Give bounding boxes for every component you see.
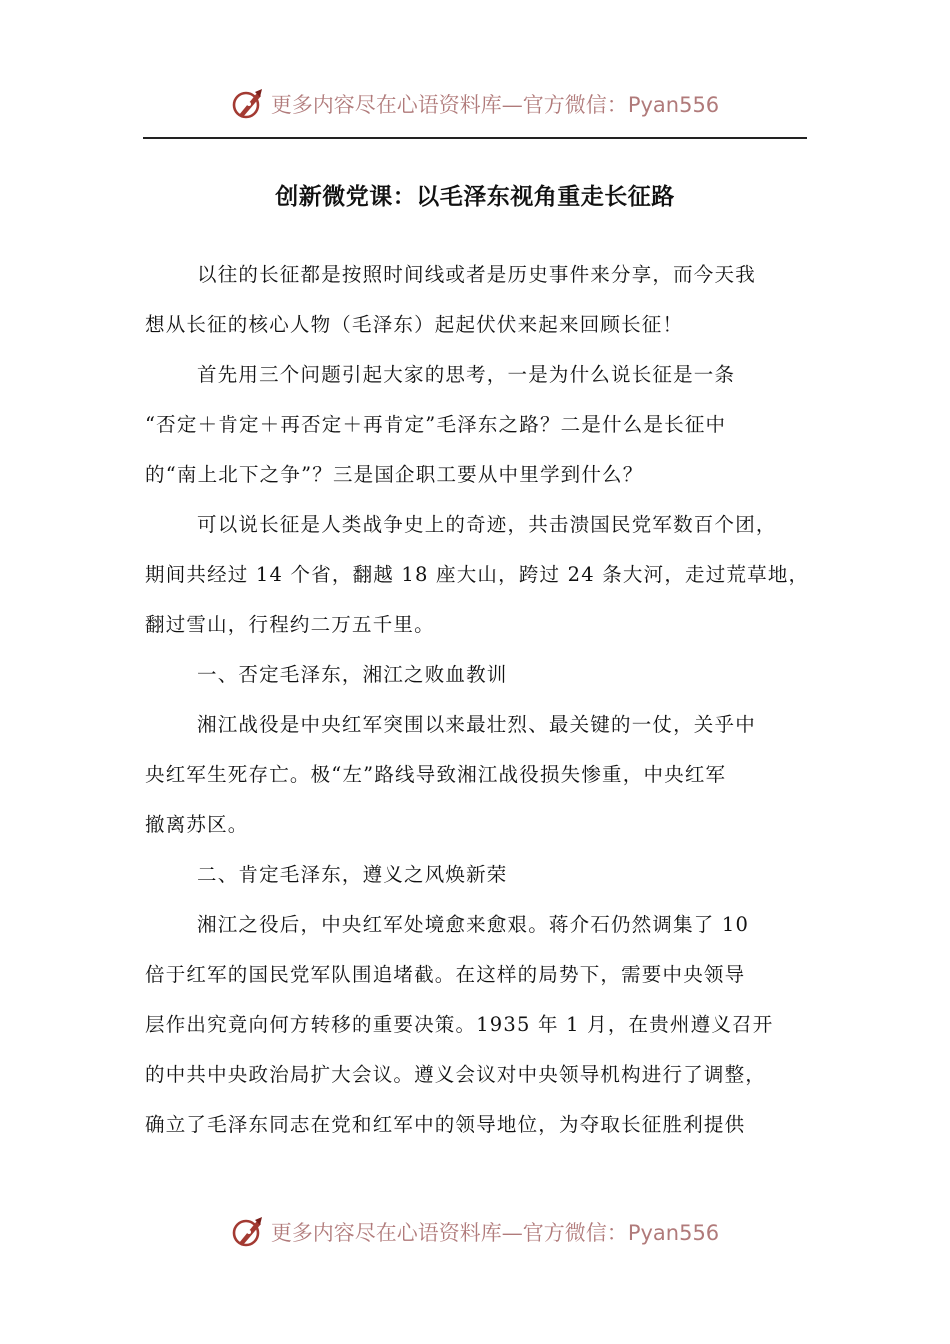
text-line: 期间共经过 14 个省，翻越 18 座大山，跨过 24 条大河，走过荒草地， — [145, 563, 810, 586]
text-line: 撤离苏区。 — [145, 813, 249, 836]
text-line: 倍于红军的国民党军队围追堵截。在这样的局势下，需要中央领导 — [145, 963, 746, 986]
page-footer-watermark — [0, 1212, 950, 1252]
text-line: 湘江之役后，中央红军处境愈来愈艰。蒋介石仍然调集了 10 — [197, 913, 750, 936]
text-line: 湘江战役是中央红军突围以来最壮烈、最关键的一仗，关乎中 — [197, 713, 756, 736]
text-line: 翻过雪山，行程约二万五千里。 — [145, 613, 435, 636]
section-heading: 一、否定毛泽东，湘江之败血教训 — [197, 663, 508, 686]
text-line: 层作出究竟向何方转移的重要决策。1935 年 1 月，在贵州遵义召开 — [145, 1013, 774, 1036]
text-line: “否定＋肯定＋再否定＋再肯定”毛泽东之路？二是什么是长征中 — [145, 413, 727, 436]
text-line: 可以说长征是人类战争史上的奇迹，共击溃国民党军数百个团， — [197, 513, 777, 536]
section-heading: 二、肯定毛泽东，遵义之风焕新荣 — [197, 863, 508, 886]
text-line: 的“南上北下之争”？三是国企职工要从中里学到什么？ — [145, 463, 644, 486]
text-line: 首先用三个问题引起大家的思考，一是为什么说长征是一条 — [197, 363, 736, 386]
text-line: 想从长征的核心人物（毛泽东）起起伏伏来起来回顾长征！ — [145, 313, 684, 336]
watermark-text: 更多内容尽在心语资料库—官方微信：Pyan556 — [270, 93, 720, 117]
pen-logo-icon — [231, 87, 265, 121]
document-title: 创新微党课：以毛泽东视角重走长征路 — [275, 183, 675, 210]
text-line: 的中共中央政治局扩大会议。遵义会议对中央领导机构进行了调整， — [145, 1063, 767, 1086]
text-line: 央红军生死存亡。极“左”路线导致湘江战役损失惨重，中央红军 — [145, 763, 727, 786]
header-divider — [143, 137, 807, 139]
watermark-text: 更多内容尽在心语资料库—官方微信：Pyan556 — [270, 1221, 720, 1245]
page-header-watermark — [0, 84, 950, 124]
text-line: 确立了毛泽东同志在党和红军中的领导地位，为夺取长征胜利提供 — [145, 1113, 746, 1136]
text-line: 以往的长征都是按照时间线或者是历史事件来分享，而今天我 — [197, 263, 756, 286]
document-body — [145, 250, 809, 1150]
pen-logo-icon — [231, 1215, 265, 1249]
